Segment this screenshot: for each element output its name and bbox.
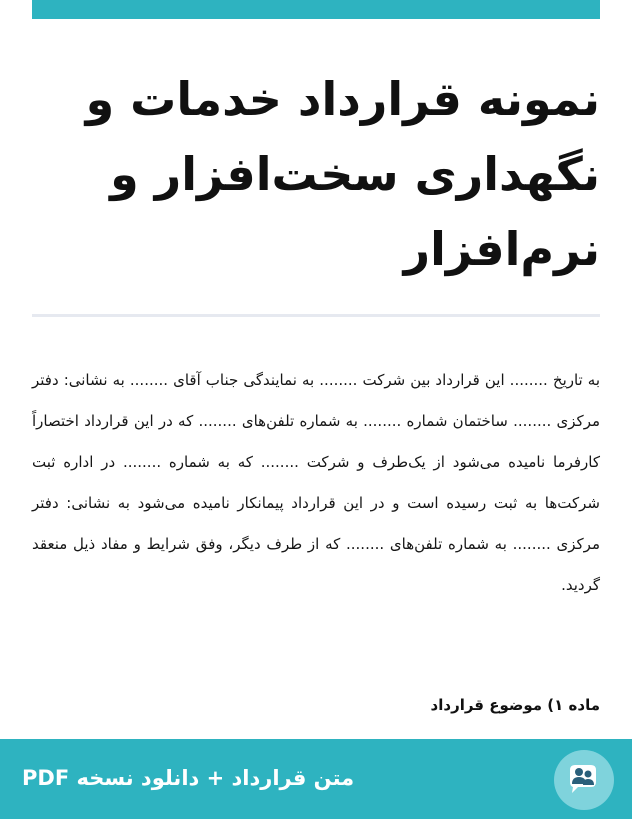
top-accent-bar — [32, 0, 600, 19]
download-banner-text[interactable]: متن قرارداد + دانلود نسخه PDF — [22, 766, 355, 790]
people-chat-icon — [554, 750, 614, 810]
download-banner[interactable] — [0, 739, 632, 819]
title-divider — [32, 314, 600, 317]
section-heading: ماده ۱) موضوع قرارداد — [430, 696, 600, 714]
page-title: نمونه قرارداد خدمات و نگهداری سخت‌افزار و نرم‌افزار — [85, 72, 600, 276]
intro-paragraph: به تاریخ ........ این قرارداد بین شرکت ........ به نمایندگی جناب آقای ........ به نشانی: دفتر مرکزی ........ ساختمان شماره ........ به شماره تلفن‌های ........ که در این قرارداد اختصاراً کارفرما نامیده می‌شود از یک‌طرف و شرکت ........ که به شماره ........ در اداره ثبت شرکت‌ها به ثبت رسیده است و در این قرارداد پیمانکار نامیده می‌شود به نشانی: دفتر مرکزی ........ به شماره تلفن‌های ........ که از طرف دیگر، وفق شرایط و مفاد ذیل منعقد گردید. — [32, 371, 600, 594]
